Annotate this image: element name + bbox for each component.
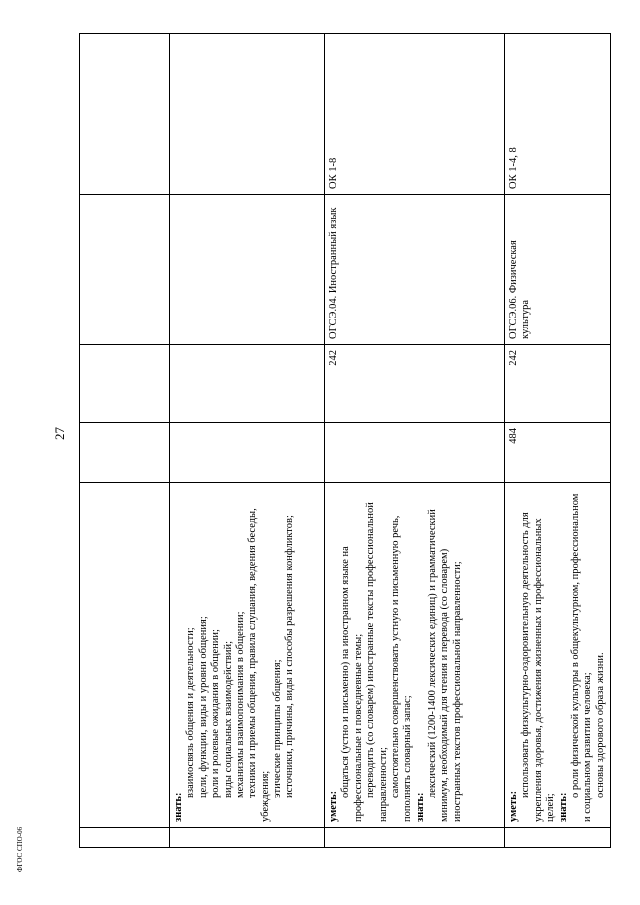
skill-line: самостоятельно совершенствовать устную и письменную речь, пополнять словарный запас; xyxy=(389,515,414,822)
skills-cell xyxy=(80,483,170,828)
footer-label: ФГОС СПО-06 xyxy=(16,826,24,872)
page-number: 27 xyxy=(52,427,67,440)
skills-cell xyxy=(170,483,325,828)
table-row xyxy=(170,34,325,848)
skill-line: общаться (устно и письменно) на иностранном языке на профессиональные и повседневные темы; xyxy=(340,546,364,822)
hours-cell xyxy=(80,345,170,423)
curriculum-table xyxy=(79,33,611,848)
skills-cell xyxy=(505,483,611,828)
hours-cell: 242 xyxy=(325,345,505,423)
table-row xyxy=(505,34,611,848)
skills-cell xyxy=(325,483,505,828)
skill-line: цели, функции, виды и уровни общения; xyxy=(197,616,209,798)
competences-cell: ОК 1-4, 8 xyxy=(505,34,611,195)
skill-line: о роли физической культуры в общекультурном, профессиональном и социальном развитии человека; xyxy=(569,493,594,822)
skill-line: техники и приемы общения, правила слушания, ведения беседы, убеждения; xyxy=(247,508,271,822)
section-heading: знать: xyxy=(173,792,184,822)
hours-cell xyxy=(170,345,325,423)
max-hours-cell xyxy=(170,423,325,483)
discipline-cell: ОГСЭ.04. Иностранный язык xyxy=(325,195,505,345)
skill-line: основы здорового образа жизни. xyxy=(594,652,606,798)
section-heading: знать: xyxy=(414,792,426,822)
skill-line: этические принципы общения; xyxy=(272,659,283,798)
skill-line: лексический (1200-1400 лексических единиц) и грамматический минимум, необходимый для чтения и перевода (со словарем) иностранных текстов профессиональной направленности; xyxy=(427,509,463,822)
section-heading: уметь: xyxy=(508,790,519,822)
skill-line: использовать физкультурно-оздоровительную деятельность для укрепления здоровья, достижения жизненных и профессиональных целей; xyxy=(520,512,557,822)
index-cell xyxy=(80,828,170,848)
skill-line: механизмы взаимопонимания в общении; xyxy=(234,611,246,798)
max-hours-cell xyxy=(325,423,505,483)
skill-line: роли и ролевые ожидания в общении; xyxy=(210,629,222,798)
section-heading: знать: xyxy=(557,792,569,822)
table-row xyxy=(325,34,505,848)
competences-cell xyxy=(170,34,325,195)
skill-line: взаимосвязь общения и деятельности; xyxy=(185,627,197,798)
skill-line: переводить (со словарем) иностранные тексты профессиональной направленности; xyxy=(365,502,389,822)
max-hours-cell: 484 xyxy=(505,423,611,483)
competences-cell: ОК 1-8 xyxy=(325,34,505,195)
max-hours-cell xyxy=(80,423,170,483)
table-row xyxy=(80,34,170,848)
competences-cell xyxy=(80,34,170,195)
discipline-cell xyxy=(170,195,325,345)
discipline-cell: ОГСЭ.06. Физическая культура xyxy=(505,195,611,345)
discipline-cell xyxy=(80,195,170,345)
index-cell xyxy=(325,828,505,848)
hours-cell: 242 xyxy=(505,345,611,423)
index-cell xyxy=(505,828,611,848)
skill-line: виды социальных взаимодействий; xyxy=(222,640,234,798)
section-heading: уметь: xyxy=(328,790,339,822)
skill-line: источники, причины, виды и способы разрешения конфликтов; xyxy=(284,515,296,798)
index-cell xyxy=(170,828,325,848)
